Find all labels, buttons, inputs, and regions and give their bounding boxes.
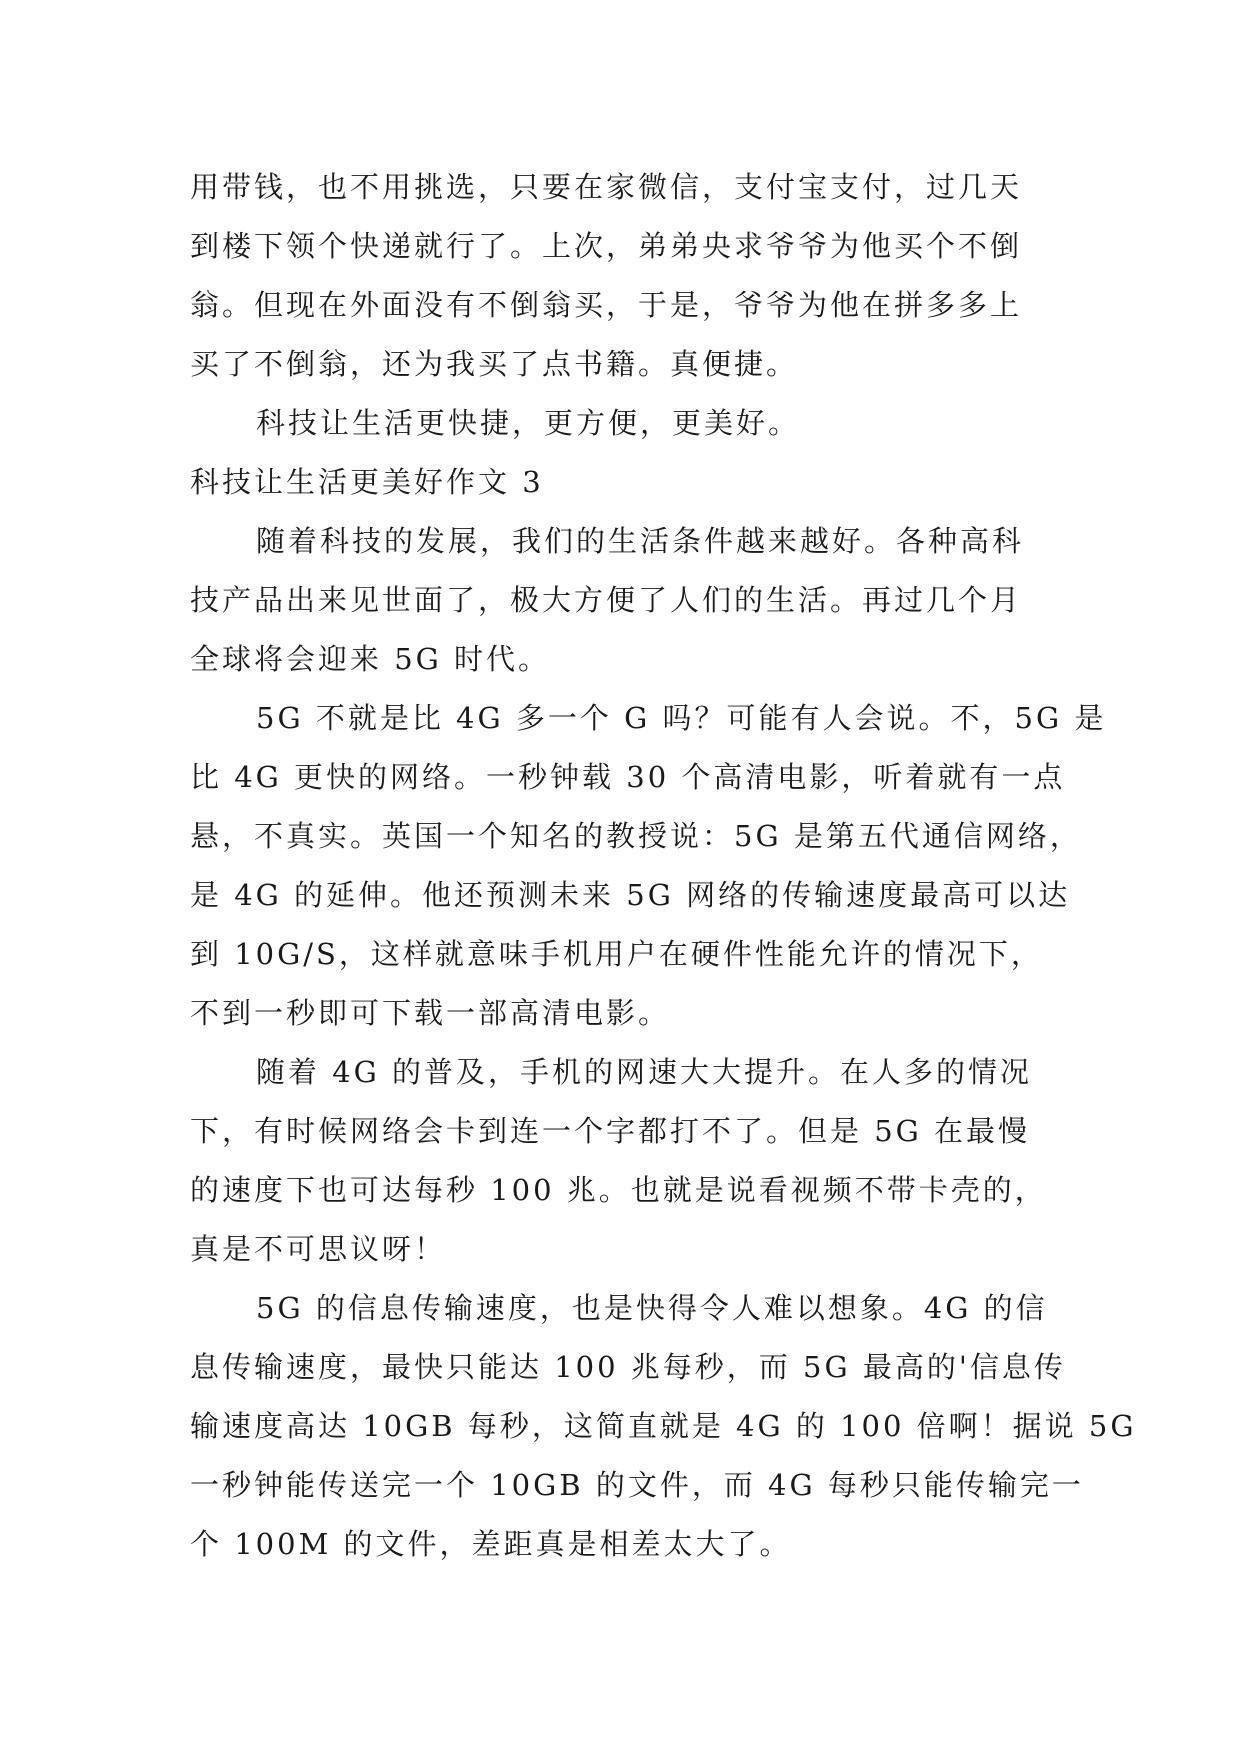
section-heading: 科技让生活更美好作文 3 bbox=[190, 465, 544, 499]
text-line: 的速度下也可达每秒 100 兆。也就是说看视频不带卡壳的， bbox=[190, 1173, 1047, 1207]
text-line: 下，有时候网络会卡到连一个字都打不了。但是 5G 在最慢 bbox=[190, 1114, 1031, 1148]
text-line: 技产品出来见世面了，极大方便了人们的生活。再过几个月 bbox=[190, 583, 1023, 617]
text-line: 是 4G 的延伸。他还预测未来 5G 网络的传输速度最高可以达 bbox=[190, 878, 1071, 912]
text-line: 悬，不真实。英国一个知名的教授说：5G 是第五代通信网络， bbox=[190, 819, 1082, 853]
text-line: 息传输速度，最快只能达 100 兆每秒，而 5G 最高的'信息传 bbox=[190, 1350, 1066, 1384]
text-line: 买了不倒翁，还为我买了点书籍。真便捷。 bbox=[190, 347, 799, 381]
text-line: 比 4G 更快的网络。一秒钟载 30 个高清电影，听着就有一点 bbox=[190, 760, 1066, 794]
text-line: 用带钱，也不用挑选，只要在家微信，支付宝支付，过几天 bbox=[190, 170, 1023, 204]
text-line: 不到一秒即可下载一部高清电影。 bbox=[190, 996, 671, 1030]
text-line: 随着 4G 的普及，手机的网速大大提升。在人多的情况 bbox=[256, 1055, 1033, 1089]
text-line: 随着科技的发展，我们的生活条件越来越好。各种高科 bbox=[256, 524, 1025, 558]
text-line: 科技让生活更快捷，更方便，更美好。 bbox=[256, 406, 801, 440]
text-line: 翁。但现在外面没有不倒翁买，于是，爷爷为他在拼多多上 bbox=[190, 288, 1023, 322]
text-line: 真是不可思议呀！ bbox=[190, 1232, 447, 1266]
document-body bbox=[190, 158, 1137, 1574]
text-line: 个 100M 的文件，差距真是相差太大了。 bbox=[190, 1527, 792, 1561]
text-line: 5G 的信息传输速度，也是快得令人难以想象。4G 的信 bbox=[256, 1291, 1048, 1325]
text-line: 5G 不就是比 4G 多一个 G 吗？可能有人会说。不，5G 是 bbox=[256, 701, 1107, 735]
text-line: 到 10G/S，这样就意味手机用户在硬件性能允许的情况下， bbox=[190, 937, 1043, 971]
text-line: 输速度高达 10GB 每秒，这简直就是 4G 的 100 倍啊！据说 5G bbox=[190, 1409, 1137, 1443]
text-line: 到楼下领个快递就行了。上次，弟弟央求爷爷为他买个不倒 bbox=[190, 229, 1023, 263]
text-line: 一秒钟能传送完一个 10GB 的文件，而 4G 每秒只能传输完一 bbox=[190, 1468, 1084, 1502]
text-line: 全球将会迎来 5G 时代。 bbox=[190, 642, 551, 676]
